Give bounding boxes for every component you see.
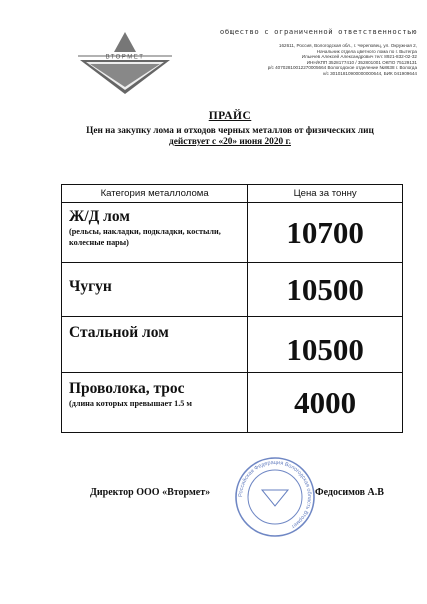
stamp-inner-ring [248,470,302,524]
table-row [62,263,403,317]
price-value: 10500 [248,263,403,317]
header-price: Цена за тонну [248,185,403,203]
category-note: (длина которых превышает 1.5 м [69,399,193,408]
stamp-logo-icon [262,490,288,506]
category-cell [62,317,248,373]
category-note: (рельсы, накладки, подкладки, костыли, колесные пары) [69,227,221,247]
title-block [40,110,420,147]
requisite-line: 162611, Россия, Вологодская обл., г. Череповец, ул. Окружная 2, [278,43,417,48]
category-name: Стальной лом [69,324,169,341]
category-name: Проволока, трос [69,380,185,397]
logo-text: ВТОРМЕТ [105,54,145,61]
price-value: 10700 [248,203,403,263]
logo-triangle-core [90,64,160,87]
document-title: ПРАЙС [208,110,252,122]
document-subtitle: Цен на закупку лома и отходов черных металлов от физических лиц [86,126,374,136]
logo-top-mark [114,32,136,52]
category-name: Чугун [69,278,112,295]
category-cell [62,263,248,317]
stamp-text: Российская Федерация Вологодская область Втормет [237,459,313,530]
table-row [62,317,403,373]
official-stamp [234,456,316,538]
requisite-line: к/с 30101810900000000644, БИК 041909644 [323,70,417,76]
company-logo [76,30,174,96]
category-name: Ж/Д лом [69,208,130,225]
price-value: 10500 [248,317,403,373]
category-cell [62,373,248,433]
company-name: общество с ограниченной ответственностью [219,27,417,36]
table-row [62,373,403,433]
requisite-line: ИНН/КПП 3528177410 / 352801001 ОКПО 75129131 [306,59,417,65]
requisite-line: р/с 40702810012270005664 Вологодское отделение №8638 г. Вологда [267,65,417,71]
signature-line [90,487,384,498]
document-date: действует с «20» июня 2020 г. [169,137,291,147]
header-category: Категория металлолома [62,185,248,203]
price-table [61,184,403,433]
table-header-row [62,185,403,203]
price-value: 4000 [248,373,403,433]
signatory-position: Директор ООО «Втормет» [90,487,211,498]
category-cell [62,203,248,263]
company-requisites [200,43,417,77]
requisite-line: Ильичев Алексей Александрович тел: 8921-832-02-32 [301,54,417,60]
signatory-name: Федосимов А.В [315,487,384,498]
table-row [62,203,403,263]
requisite-line: Начальник отдела цветного лома по г. Вытегра [316,48,417,54]
